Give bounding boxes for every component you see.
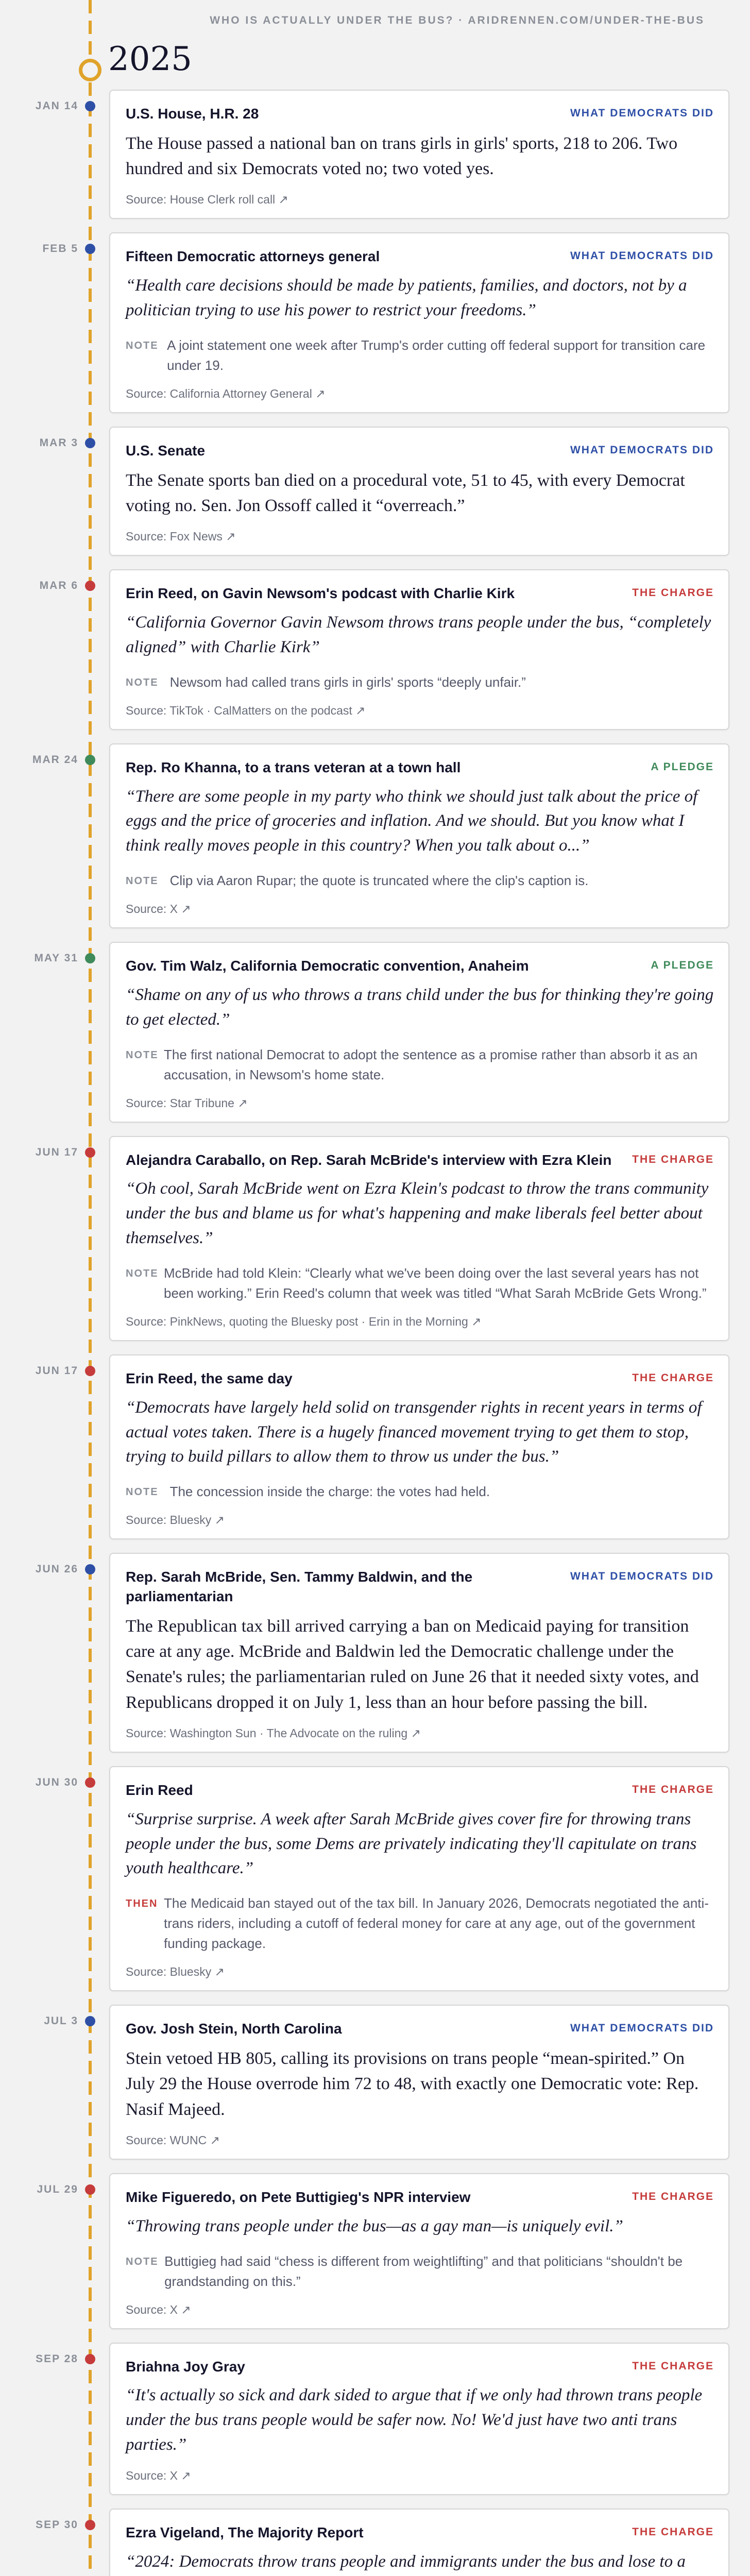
timeline-entry [0,569,729,730]
timeline-dot-icon [85,953,95,963]
entry-date: JUL 3 [44,2015,78,2027]
note-label: NOTE [126,2256,159,2267]
entry-source-link[interactable]: Source: California Attorney General ↗ [126,386,326,400]
entry-source-link[interactable]: Source: Star Tribune ↗ [126,1096,248,1110]
entry-title: Erin Reed [126,1782,193,1798]
entry-title: Gov. Josh Stein, North Carolina [126,2021,342,2037]
entry-title: Rep. Ro Khanna, to a trans veteran at a town hall [126,759,461,775]
entry-date: MAY 31 [34,952,78,964]
entry-note [126,672,714,692]
entry-card [109,2005,729,2160]
site-header: WHO IS ACTUALLY UNDER THE BUS? · ARIDRENNEN.COM/UNDER-THE-BUS [210,14,705,26]
timeline-entry [0,2173,729,2329]
note-text: Clip via Aaron Rupar; the quote is truncated where the clip's caption is. [169,873,589,889]
entry-tag: THE CHARGE [632,2526,714,2538]
entry-card [109,2509,729,2576]
entry-quote: “Throwing trans people under the bus—as a gay man—is uniquely evil.” [126,2216,623,2235]
timeline-entry [0,2509,729,2576]
year-heading: 2025 [108,40,192,78]
entry-tag: WHAT DEMOCRATS DID [570,1570,714,1583]
note-text: Newsom had called trans girls in girls' sports “deeply unfair.” [169,674,526,690]
timeline-dot-icon [85,581,95,591]
entry-quote: “Shame on any of us who throws a trans child under the bus for thinking they're going to get elected.” [126,985,714,1029]
note-label: NOTE [126,1049,159,1061]
entry-card [109,743,729,928]
timeline-dot-icon [85,1564,95,1574]
entry-card [109,1354,729,1539]
entry-card [109,1136,729,1341]
entry-source-link[interactable]: Source: Bluesky ↗ [126,1965,225,1979]
timeline-dot-icon [85,1147,95,1158]
entry-source-link[interactable]: Source: WUNC ↗ [126,2133,220,2147]
entry-title: Erin Reed, the same day [126,1370,293,1386]
entry-note [126,871,714,891]
timeline-entry [0,232,729,413]
note-label: NOTE [126,1267,159,1279]
timeline-entry [0,1553,729,1753]
entry-tag: WHAT DEMOCRATS DID [570,444,714,456]
entry-date: JUL 29 [37,2183,78,2196]
timeline-entry [0,90,729,219]
entry-source-link[interactable]: Source: House Clerk roll call ↗ [126,193,288,207]
entry-tag: THE CHARGE [632,2191,714,2203]
entry-tag: A PLEDGE [651,959,714,972]
entry-date: JUN 30 [35,1776,78,1788]
entry-body: The Republican tax bill arrived carrying a ban on Medicaid paying for transition care at any age. McBride and Baldwin led the Democratic challenge under the Senate's rules; the parliamentarian ruled on June 26 that it needed sixty votes, and Republicans dropped it on July 1, less than an hour before passing the bill. [126,1616,699,1712]
entry-card [109,427,729,556]
entry-source-link[interactable]: Source: Fox News ↗ [126,530,236,544]
entry-note [126,1263,714,1303]
timeline-dot-icon [85,2016,95,2026]
entry-body: Stein vetoed HB 805, calling its provisions on trans people “mean-spirited.” On July 29 the House overrode him 72 to 48, with exactly one Democratic vote: Rep. Nasif Majeed. [126,2049,699,2119]
timeline-dot-icon [85,1366,95,1376]
timeline-dot-icon [85,1777,95,1788]
entry-body: The Senate sports ban died on a procedural vote, 51 to 45, with every Democrat voting no. Sen. Jon Ossoff called it “overreach.” [126,470,685,515]
entry-title: Alejandra Caraballo, on Rep. Sarah McBride's interview with Ezra Klein [126,1151,612,1168]
entry-date: MAR 3 [39,436,78,449]
entry-card [109,1766,729,1991]
entry-card [109,232,729,413]
timeline-dot-icon [85,2520,95,2530]
entry-card [109,942,729,1122]
note-text: A joint statement one week after Trump's order cutting off federal support for transition care under 19. [167,337,706,373]
entry-date: MAR 24 [32,753,78,766]
entry-tag: THE CHARGE [632,2360,714,2372]
entry-body: The House passed a national ban on trans girls in girls' sports, 218 to 206. Two hundred and six Democrats voted no; two voted yes. [126,133,678,179]
timeline-entry [0,1136,729,1341]
entry-quote: “Surprise surprise. A week after Sarah McBride gives cover fire for throwing trans people under the bus, some Dems are privately indicating they'll capitulate on trans youth healthcare.” [126,1809,697,1878]
entry-note [126,1045,714,1085]
entry-tag: THE CHARGE [632,1784,714,1795]
entry-title: Rep. Sarah McBride, Sen. Tammy Baldwin, and the parliamentarian [126,1569,473,1605]
entry-source-link[interactable]: Source: PinkNews, quoting the Bluesky post · Erin in the Morning ↗ [126,1314,482,1328]
entry-tag: THE CHARGE [632,587,714,599]
note-label: THEN [126,1898,158,1910]
timeline-dot-icon [85,2184,95,2195]
entry-title: U.S. House, H.R. 28 [126,106,259,122]
entry-date: JUN 17 [35,1146,78,1158]
entry-tag: WHAT DEMOCRATS DID [570,250,714,262]
entry-title: Fifteen Democratic attorneys general [126,248,380,265]
timeline-entry [0,743,729,928]
timeline-entry [0,427,729,556]
note-label: NOTE [126,1486,159,1498]
entry-note [126,335,714,376]
entry-quote: “Democrats have largely held solid on transgender rights in recent years in terms of actual votes taken. There is a hugely financed movement trying to get them to stop, trying to build pillars to allow them to throw us under the bus.” [126,1398,702,1466]
entry-title: U.S. Senate [126,442,206,459]
note-text: The Medicaid ban stayed out of the tax bill. In January 2026, Democrats negotiated the anti-trans riders, including a cutoff of federal money for care at any age, out of the government funding package. [164,1895,709,1952]
entry-date: SEP 28 [36,2352,78,2365]
timeline-entry [0,942,729,1122]
entry-date: MAR 6 [39,580,78,592]
entry-card [109,90,729,219]
entry-card [109,2173,729,2329]
note-text: McBride had told Klein: “Clearly what we've been doing over the last several years has not been working.” Erin Reed's column that week was titled “What Sarah McBride Gets Wrong.” [164,1265,707,1301]
entry-card [109,569,729,730]
entry-note [126,1893,714,1954]
timeline-dot-icon [85,755,95,765]
timeline-dot-icon [85,244,95,254]
entry-tag: WHAT DEMOCRATS DID [570,2022,714,2035]
entry-card [109,1553,729,1753]
timeline-dot-icon [85,438,95,448]
entry-quote: “Health care decisions should be made by patients, families, and doctors, not by a politician trying to use his power to restrict your freedoms.” [126,276,687,320]
note-label: NOTE [126,340,159,351]
entry-quote: “California Governor Gavin Newsom throws trans people under the bus, “completely aligned” with Charlie Kirk” [126,613,711,656]
entry-date: JAN 14 [35,100,78,112]
entry-date: FEB 5 [42,243,78,255]
timeline-dot-icon [85,101,95,111]
timeline-entry [0,1766,729,1991]
year-marker-icon [79,59,101,81]
note-text: Buttigieg had said “chess is different from weightlifting” and that politicians “shouldn't be grandstanding on this.” [164,2253,683,2289]
entry-tag: A PLEDGE [651,760,714,773]
entry-source-link[interactable]: Source: Bluesky ↗ [126,1513,225,1527]
entry-tag: THE CHARGE [632,1371,714,1384]
entry-date: SEP 30 [36,2518,78,2531]
timeline-entry [0,1354,729,1539]
entry-source-link[interactable]: Source: X ↗ [126,2468,191,2482]
entry-date: JUN 26 [35,1563,78,1575]
timeline-entries [0,90,750,2576]
entry-source-link[interactable]: Source: X ↗ [126,902,191,916]
entry-title: Erin Reed, on Gavin Newsom's podcast with Charlie Kirk [126,585,515,602]
entry-quote: “2024: Democrats throw trans people and immigrants under the bus and lose to a [126,2552,686,2571]
entry-title: Gov. Tim Walz, California Democratic convention, Anaheim [126,958,529,974]
entry-title: Ezra Vigeland, The Majority Report [126,2524,364,2540]
entry-source-link[interactable]: Source: Washington Sun · The Advocate on the ruling ↗ [126,1726,421,1740]
entry-card [109,2343,729,2495]
entry-quote: “Oh cool, Sarah McBride went on Ezra Klein's podcast to throw the trans community under the bus and blame us for what's happening and make liberals feel better about themselves.” [126,1179,709,1248]
timeline-dot-icon [85,2354,95,2364]
timeline-entry [0,2005,729,2160]
note-text: The concession inside the charge: the votes had held. [169,1484,490,1500]
entry-source-link[interactable]: Source: TikTok · CalMatters on the podcast ↗ [126,703,366,717]
entry-tag: THE CHARGE [632,1153,714,1165]
note-label: NOTE [126,875,159,887]
entry-tag: WHAT DEMOCRATS DID [570,107,714,119]
timeline-entry [0,2343,729,2495]
entry-note [126,1482,714,1502]
entry-quote: “There are some people in my party who think we should just talk about the price of eggs and the price of groceries and inflation. And we should. But you know what I think really moves people in this country? When you talk about o...” [126,787,698,855]
entry-title: Briahna Joy Gray [126,2358,245,2375]
entry-title: Mike Figueredo, on Pete Buttigieg's NPR interview [126,2189,471,2206]
entry-date: JUN 17 [35,1364,78,1377]
entry-source-link[interactable]: Source: X ↗ [126,2302,191,2316]
note-label: NOTE [126,676,159,688]
entry-note [126,2251,714,2292]
note-text: The first national Democrat to adopt the sentence as a promise rather than absorb it as an accusation, in Newsom's home state. [164,1046,698,1082]
entry-quote: “It's actually so sick and dark sided to argue that if we only had thrown trans people under the bus trans people would be safer now. No! We'd just have two anti trans parties.” [126,2386,703,2454]
